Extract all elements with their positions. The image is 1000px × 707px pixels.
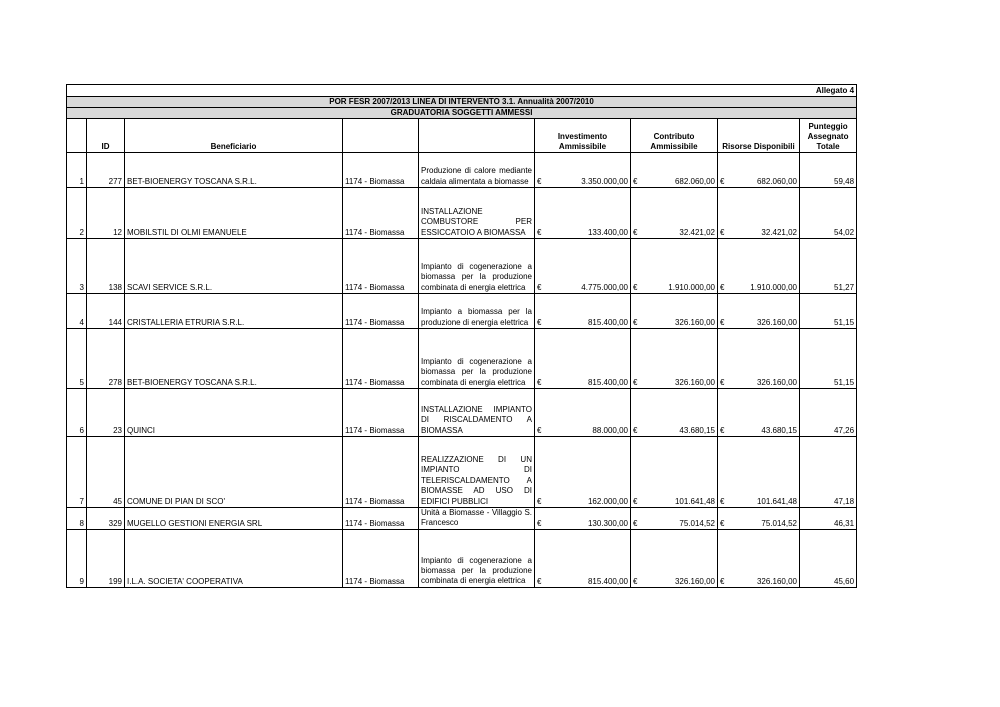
euro-symbol: € [633,228,638,237]
investimento-amount: 815.400,00 [587,318,628,327]
row-contributo [631,188,718,239]
risorse-amount: 326.160,00 [756,378,797,387]
row-number: 2 [67,188,87,239]
euro-symbol: € [633,518,638,528]
row-investimento [535,294,631,329]
row-id: 199 [87,529,125,587]
euro-symbol: € [720,576,725,586]
row-tipologia: 1174 - Biomassa [343,188,419,239]
contributo-amount: 75.014,52 [679,518,715,528]
investimento-amount: 3.350.000,00 [581,177,628,186]
risorse-amount: 101.641,48 [756,497,797,506]
row-descrizione: Impianto di cogenerazione a biomassa per la produzione combinata di energia elettrica [419,239,535,294]
euro-symbol: € [537,228,542,237]
row-id: 329 [87,508,125,530]
row-investimento [535,437,631,508]
row-contributo [631,239,718,294]
row-punteggio: 51,15 [800,294,857,329]
contributo-amount: 32.421,02 [679,228,715,237]
euro-symbol: € [633,426,638,435]
risorse-amount: 43.680,15 [761,426,797,435]
table-row [67,239,857,294]
row-investimento [535,153,631,188]
risorse-amount: 75.014,52 [761,518,797,528]
contributo-amount: 1.910.000,00 [668,283,715,292]
allegato-row [67,85,857,97]
row-number: 5 [67,329,87,389]
euro-symbol: € [633,378,638,387]
row-tipologia: 1174 - Biomassa [343,389,419,437]
euro-symbol: € [537,318,542,327]
row-investimento [535,188,631,239]
row-descrizione: Produzione di calore mediante caldaia alimentata a biomasse [419,153,535,188]
row-tipologia: 1174 - Biomassa [343,329,419,389]
row-id: 138 [87,239,125,294]
row-contributo [631,508,718,530]
column-header-row [67,119,857,153]
row-investimento [535,239,631,294]
row-tipologia: 1174 - Biomassa [343,529,419,587]
row-tipologia: 1174 - Biomassa [343,294,419,329]
row-risorse [718,239,800,294]
header-punteggio: Punteggio Assegnato Totale [800,119,857,153]
row-tipologia: 1174 - Biomassa [343,239,419,294]
row-number: 4 [67,294,87,329]
row-beneficiario: CRISTALLERIA ETRURIA S.R.L. [125,294,343,329]
allegato-label: Allegato 4 [67,85,857,97]
row-investimento [535,529,631,587]
row-beneficiario: QUINCI [125,389,343,437]
row-beneficiario: MOBILSTIL DI OLMI EMANUELE [125,188,343,239]
risorse-amount: 1.910.000,00 [750,283,797,292]
row-number: 7 [67,437,87,508]
euro-symbol: € [537,283,542,292]
row-id: 12 [87,188,125,239]
investimento-amount: 130.300,00 [587,518,628,528]
table-row [67,529,857,587]
row-punteggio: 51,15 [800,329,857,389]
row-punteggio: 47,26 [800,389,857,437]
euro-symbol: € [537,518,542,528]
risorse-amount: 32.421,02 [761,228,797,237]
row-beneficiario: COMUNE DI PIAN DI SCO' [125,437,343,508]
row-beneficiario: MUGELLO GESTIONI ENERGIA SRL [125,508,343,530]
risorse-amount: 326.160,00 [756,576,797,586]
row-number: 9 [67,529,87,587]
contributo-amount: 43.680,15 [679,426,715,435]
row-id: 144 [87,294,125,329]
row-contributo [631,294,718,329]
header-investimento: Investimento Ammissibile [535,119,631,153]
row-beneficiario: BET-BIOENERGY TOSCANA S.R.L. [125,153,343,188]
row-risorse [718,153,800,188]
title-row [67,97,857,108]
header-contributo: Contributo Ammissibile [631,119,718,153]
row-id: 277 [87,153,125,188]
euro-symbol: € [633,177,638,186]
row-number: 1 [67,153,87,188]
row-descrizione: REALIZZAZIONE DI UN IMPIANTO DI TELERISCALDAMENTO A BIOMASSE AD USO DI EDIFICI PUBBLICI [419,437,535,508]
euro-symbol: € [537,426,542,435]
euro-symbol: € [633,318,638,327]
row-beneficiario: I.L.A. SOCIETA' COOPERATIVA [125,529,343,587]
row-risorse [718,329,800,389]
row-risorse [718,389,800,437]
euro-symbol: € [633,283,638,292]
table-row [67,329,857,389]
investimento-amount: 88.000,00 [592,426,628,435]
document-title: POR FESR 2007/2013 LINEA DI INTERVENTO 3.1. Annualità 2007/2010 [67,97,857,108]
row-punteggio: 46,31 [800,508,857,530]
euro-symbol: € [720,318,725,327]
row-investimento [535,389,631,437]
row-descrizione: INSTALLAZIONE IMPIANTO DI RISCALDAMENTO A BIOMASSA [419,389,535,437]
row-beneficiario: BET-BIOENERGY TOSCANA S.R.L. [125,329,343,389]
document-subtitle: GRADUATORIA SOGGETTI AMMESSI [67,108,857,119]
investimento-amount: 815.400,00 [587,576,628,586]
row-investimento [535,508,631,530]
table-row [67,153,857,188]
row-punteggio: 45,60 [800,529,857,587]
row-punteggio: 59,48 [800,153,857,188]
contributo-amount: 326.160,00 [674,378,715,387]
row-punteggio: 51,27 [800,239,857,294]
investimento-amount: 162.000,00 [587,497,628,506]
row-id: 278 [87,329,125,389]
euro-symbol: € [537,378,542,387]
investimento-amount: 815.400,00 [587,378,628,387]
euro-symbol: € [720,497,725,506]
investimento-amount: 4.775.000,00 [581,283,628,292]
header-risorse: Risorse Disponibili [718,119,800,153]
row-punteggio: 47,18 [800,437,857,508]
row-descrizione: Impianto di cogenerazione a biomassa per la produzione combinata di energia elettrica [419,329,535,389]
row-number: 3 [67,239,87,294]
investimento-amount: 133.400,00 [587,228,628,237]
euro-symbol: € [720,518,725,528]
row-risorse [718,437,800,508]
contributo-amount: 101.641,48 [674,497,715,506]
header-blank [67,119,87,153]
header-id: ID [87,119,125,153]
table-row [67,389,857,437]
contributo-amount: 326.160,00 [674,576,715,586]
row-descrizione: Impianto a biomassa per la produzione di energia elettrica [419,294,535,329]
row-investimento [535,329,631,389]
row-id: 23 [87,389,125,437]
row-id: 45 [87,437,125,508]
euro-symbol: € [537,497,542,506]
risorse-amount: 682.060,00 [756,177,797,186]
graduatoria-table [66,84,857,588]
row-risorse [718,188,800,239]
row-contributo [631,389,718,437]
row-tipologia: 1174 - Biomassa [343,508,419,530]
row-number: 6 [67,389,87,437]
euro-symbol: € [720,378,725,387]
risorse-amount: 326.160,00 [756,318,797,327]
euro-symbol: € [537,177,542,186]
row-beneficiario: SCAVI SERVICE S.R.L. [125,239,343,294]
euro-symbol: € [633,497,638,506]
euro-symbol: € [720,283,725,292]
row-number: 8 [67,508,87,530]
row-contributo [631,153,718,188]
table-row [67,188,857,239]
euro-symbol: € [720,177,725,186]
header-beneficiario: Beneficiario [125,119,343,153]
row-risorse [718,294,800,329]
subtitle-row [67,108,857,119]
table-row [67,437,857,508]
euro-symbol: € [633,576,638,586]
table-row [67,508,857,530]
row-descrizione: Impianto di cogenerazione a biomassa per la produzione combinata di energia elettrica [419,529,535,587]
row-tipologia: 1174 - Biomassa [343,437,419,508]
euro-symbol: € [720,228,725,237]
row-descrizione: Unità a Biomasse - Villaggio S. Francesco [419,508,535,530]
row-contributo [631,329,718,389]
header-tipologia [343,119,419,153]
row-contributo [631,437,718,508]
table-body [67,153,857,588]
row-contributo [631,529,718,587]
row-descrizione: INSTALLAZIONE COMBUSTORE PER ESSICCATOIO A BIOMASSA [419,188,535,239]
header-descrizione [419,119,535,153]
contributo-amount: 682.060,00 [674,177,715,186]
row-risorse [718,508,800,530]
row-risorse [718,529,800,587]
row-tipologia: 1174 - Biomassa [343,153,419,188]
euro-symbol: € [537,576,542,586]
euro-symbol: € [720,426,725,435]
contributo-amount: 326.160,00 [674,318,715,327]
table-row [67,294,857,329]
row-punteggio: 54,02 [800,188,857,239]
